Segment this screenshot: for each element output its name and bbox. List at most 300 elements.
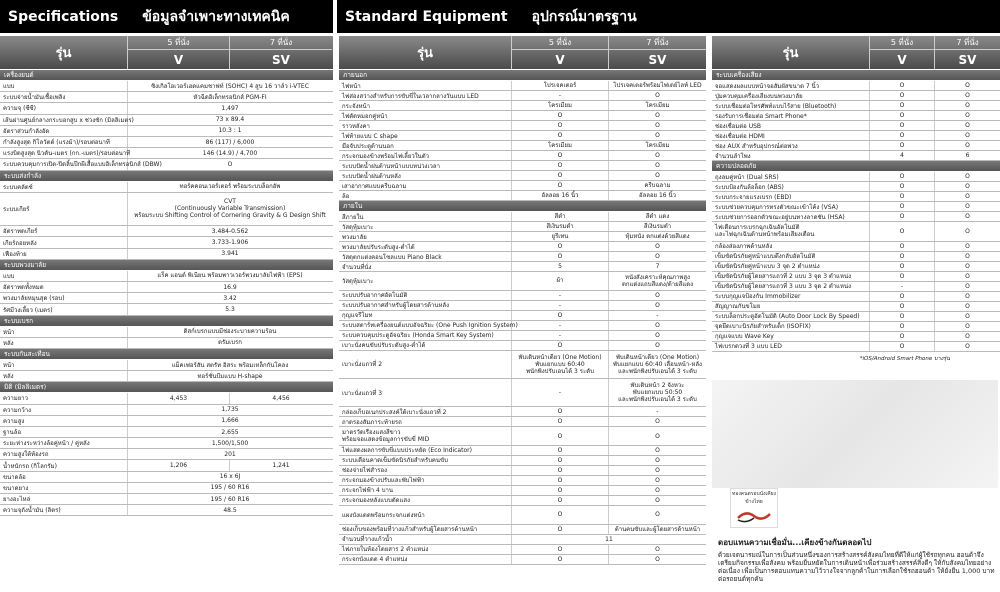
background-texture: [712, 380, 998, 488]
row-value-sv: O: [655, 162, 660, 169]
row-label: เส้นผ่านศูนย์กลางกระบอกสูบ x ช่วงชัก (มิลลิเมตร): [0, 115, 128, 125]
row-label: รองรับการเชื่อมต่อ Smart Phone*: [712, 111, 870, 120]
row-label: เบาะนั่งแถวที่ 2: [339, 351, 512, 378]
row-label: แรงบิดสูงสุด นิวตัน-เมตร (กก.-เมตร)/รอบต่อนาที: [0, 148, 128, 158]
row-label: แผงบังแดดพร้อมกระจกแต่งหน้า: [339, 506, 512, 524]
table-row: [712, 141, 1000, 151]
row-label: เบาะนั่งแถวที่ 3: [339, 379, 512, 406]
row-value-both: ทอร์คคอนเวอร์เตอร์ พร้อมระบบล็อกอัพ: [179, 183, 281, 191]
row-value-v: O: [512, 446, 609, 455]
row-label: ระบบปัดน้ำฝนด้านหน้าแบบหน่วงเวลา: [339, 161, 512, 170]
table-row: [712, 342, 1000, 352]
row-value-v: O: [870, 91, 935, 100]
table-row: [339, 81, 706, 91]
row-label: ระบบสตาร์ทเครื่องยนต์แบบอัจฉริยะ (One Push Ignition System): [339, 321, 512, 330]
row-label: จุดยึดเบาะนิรภัยสำหรับเด็ก (ISOFIX): [712, 322, 870, 331]
row-value-v: O: [512, 466, 609, 475]
row-label: วัสดุหุ้มเบาะ: [339, 222, 512, 231]
table-row: [712, 312, 1000, 322]
row-value-sv: O: [655, 92, 660, 99]
row-value-v: โครเมียม: [512, 101, 609, 110]
row-value-sv: O: [965, 173, 970, 180]
row-label: เข็มขัดนิรภัยผู้โดยสารแถวที่ 2 แบบ 3 จุด 3 ตำแหน่ง: [712, 272, 870, 281]
row-value-sv: โครเมียม: [645, 102, 670, 109]
table-row: [0, 92, 333, 103]
row-value-sv: O: [965, 332, 970, 340]
table-row: [339, 161, 706, 171]
row-value-v: O: [870, 262, 935, 271]
table-row: [0, 237, 333, 248]
row-label: เฟืองท้าย: [0, 249, 128, 259]
row-value-sv: O: [965, 227, 970, 235]
row-label: ถุงลมคู่หน้า (Dual SRS): [712, 172, 870, 181]
row-value-both: ดรัมเบรก: [218, 339, 242, 347]
table-row: [339, 427, 706, 446]
row-value-sv: 7: [655, 263, 660, 270]
row-label: แบบ: [0, 271, 128, 281]
row-label: กระจังหน้า: [339, 101, 512, 110]
row-label: รัศมีวงเลี้ยว (เมตร): [0, 304, 128, 314]
row-value-v: O: [512, 525, 609, 534]
row-value-v: O: [512, 171, 609, 180]
table-row: [0, 460, 333, 471]
table-row: [339, 506, 706, 525]
table-row: [0, 472, 333, 483]
table-row: [0, 327, 333, 338]
row-value-v: O: [870, 252, 935, 261]
row-label: พวงมาลัย: [339, 232, 512, 241]
row-value-v: O: [870, 141, 935, 150]
row-label: หลัง: [0, 371, 128, 381]
row-value-sv: O: [965, 112, 970, 119]
row-value-sv: O: [655, 253, 660, 260]
table-row: [339, 341, 706, 351]
row-label: ระบบเชื่อมต่อโทรศัพท์แบบไร้สาย (Bluetooth): [712, 101, 870, 110]
row-value-both: 5.3: [225, 306, 235, 313]
row-label: ช่องเชื่อมต่อ HDMI: [712, 131, 870, 140]
row-label: เกียร์ถอยหลัง: [0, 237, 128, 247]
row-value-both: 1,497: [221, 104, 239, 112]
model-sv: [935, 36, 1000, 69]
row-value-sv: O: [655, 172, 660, 179]
row-value-v: O: [870, 192, 935, 201]
row-value-sv: O: [655, 511, 660, 519]
row-label: สีภายใน: [339, 212, 512, 221]
row-value-both: 86 (117) / 6,000: [205, 138, 255, 146]
row-value-both: 1,735: [221, 406, 239, 414]
table-row: [0, 360, 333, 371]
row-value-sv: O: [965, 302, 970, 310]
model-v-seats: 5 ที่นั่ง: [128, 36, 229, 50]
equipment-table-left: [339, 36, 706, 592]
row-value-sv: -: [656, 408, 659, 416]
table-row: [712, 332, 1000, 342]
row-label: สัญญาณกันขโมย: [712, 302, 870, 311]
row-value-both: 1,666: [221, 417, 239, 425]
section-header: ระบบเบรก: [0, 316, 333, 327]
row-value-both: 3.733-1.906: [211, 239, 249, 247]
row-value-both: 73 x 89.4: [215, 116, 245, 124]
row-label: แบบ: [0, 81, 128, 91]
row-label: ระบบจ่ายน้ำมันเชื้อเพลิง: [0, 92, 128, 102]
model-v-name: V: [897, 52, 907, 67]
table-row: [339, 181, 706, 191]
row-value-v: O: [870, 272, 935, 281]
row-value-both: 11: [605, 535, 613, 543]
row-label: จำนวนที่วางแก้วน้ำ: [339, 535, 512, 544]
row-label: ความสูงใต้ท้องรถ: [0, 449, 128, 459]
table-row: [0, 148, 333, 159]
row-value-v: O: [512, 242, 609, 251]
row-value-v: O: [512, 417, 609, 426]
row-label: หน้า: [0, 327, 128, 337]
model-v-name: V: [173, 52, 184, 67]
row-value-v: O: [512, 496, 609, 505]
model-v-seats: 5 ที่นั่ง: [870, 36, 934, 50]
row-value-v: O: [870, 81, 935, 90]
row-value-v: O: [512, 121, 609, 130]
row-label: กุญแจรีโมท: [339, 311, 512, 320]
table-row: [339, 101, 706, 111]
row-value-v: O: [512, 311, 609, 320]
table-row: [339, 262, 706, 272]
row-value-v: โปรเจคเตอร์: [512, 81, 609, 90]
table-row: [339, 141, 706, 151]
row-label: กล่องเก็บอเนกประสงค์ใต้เบาะนั่งแถวที่ 2: [339, 407, 512, 416]
row-label: ระบบช่วยควบคุมการทรงตัวขณะเข้าโค้ง (VSA): [712, 202, 870, 211]
table-row: [339, 476, 706, 486]
table-row: [712, 222, 1000, 242]
row-value-both: แม็คเฟอร์สัน สตรัท อิสระ พร้อมเหล็กกันโคลง: [171, 361, 289, 369]
table-row: [339, 417, 706, 427]
row-value-v: อัลลอย 16 นิ้ว: [512, 191, 609, 200]
row-label: ยางอะไหล่: [0, 494, 128, 504]
row-value-sv: โปรเจคเตอร์พร้อมไฟเดย์ไลท์ LED: [613, 82, 702, 89]
model-label: รุ่น: [712, 36, 870, 69]
row-label: ระบบป้องกันล้อล็อก (ABS): [712, 182, 870, 191]
row-value-both: 48.5: [223, 506, 237, 514]
row-value-sv: O: [655, 555, 660, 563]
row-value-v: O: [870, 312, 935, 321]
row-label: ระบบช่วยการออกตัวขณะอยู่บนทางลาดชัน (HSA): [712, 212, 870, 221]
row-value-v: 4: [870, 151, 935, 160]
row-value-both: 3.941: [221, 250, 239, 258]
table-row: [712, 81, 1000, 91]
row-label: ไฟตัดหมอกคู่หน้า: [339, 111, 512, 120]
spec-title-th: ข้อมูลจำเพาะทางเทคนิค: [142, 8, 290, 25]
table-row: [712, 282, 1000, 292]
model-label: รุ่น: [0, 36, 128, 69]
row-value-sv: O: [965, 292, 970, 300]
row-value-sv: O: [655, 432, 660, 440]
table-row: [339, 545, 706, 555]
row-value-v: O: [512, 545, 609, 554]
row-label: ไฟเตือนการเบรกฉุกเฉินอัตโนมัติ และไฟฉุกเฉินด้านหน้าพร้อมเสียงเตือน: [712, 222, 870, 241]
row-label: ระบบคลัตช์: [0, 182, 128, 192]
row-value-both: 3.42: [223, 294, 237, 302]
row-value-v: O: [512, 486, 609, 495]
table-row: [0, 338, 333, 349]
logo-caption: ทองคนตรอบนั่งเคียงข้างไทย: [732, 491, 776, 505]
row-value-both: 201: [224, 450, 236, 458]
row-label: เบาะนั่งคนขับปรับระดับสูง-ต่ำได้: [339, 341, 512, 350]
row-value-v: O: [512, 476, 609, 485]
row-label: ระบบเตือนคาดเข็มขัดนิรภัยสำหรับคนขับ: [339, 456, 512, 465]
row-label: ช่องเชื่อมต่อ USB: [712, 121, 870, 130]
table-row: [339, 407, 706, 417]
row-value-both: ทอร์ชั่นบีมแบบ H-shape: [197, 372, 263, 380]
table-row: [712, 101, 1000, 111]
row-value-v: O: [512, 506, 609, 524]
table-row: [339, 456, 706, 466]
row-value-v: O: [512, 181, 609, 190]
row-value-sv: O: [965, 193, 970, 200]
row-label: กำลังสูงสุด กิโลวัตต์ (แรงม้า)/รอบต่อนาที: [0, 137, 128, 147]
row-label: กุญแจแบบ Wave Key: [712, 332, 870, 341]
row-label: น้ำหนักรถ (กิโลกรัม): [0, 460, 128, 470]
row-value-both: 16.9: [223, 283, 237, 291]
row-value-sv: O: [965, 82, 970, 89]
table-row: [712, 242, 1000, 252]
row-value-v: -: [512, 331, 609, 340]
table-row: [339, 351, 706, 379]
table-row: [339, 212, 706, 222]
row-label: มาตรวัดเรืองแสงสีขาว พร้อมจอแสดงข้อมูลการขับขี่ MID: [339, 427, 512, 445]
row-label: กระจกมองข้างพร้อมไฟเลี้ยวในตัว: [339, 151, 512, 160]
row-label: วัสดุตกแต่งคอนโซลแบบ Piano Black: [339, 252, 512, 261]
row-label: ช่อง AUX สำหรับอุปกรณ์ต่อพ่วง: [712, 141, 870, 150]
row-value-sv: สีดำ แดง: [645, 213, 670, 220]
model-sv-seats: 7 ที่นั่ง: [609, 36, 706, 50]
row-label: ปุ่มควบคุมเครื่องเสียงบนพวงมาลัย: [712, 91, 870, 100]
row-value-sv: O: [655, 476, 660, 484]
row-value-both: O: [227, 160, 233, 168]
row-value-v: ผ้า: [512, 272, 609, 290]
row-value-both: CVT (Continuously Variable Transmission) พร้อมระบบ Shifting Control of Cornering Gravity & G Design Shift: [134, 198, 326, 220]
table-row: [0, 483, 333, 494]
table-row: [339, 111, 706, 121]
row-label: อัตราส่วนกำลังอัด: [0, 126, 128, 136]
row-value-sv: O: [655, 122, 660, 129]
table-row: [339, 466, 706, 476]
row-value-sv: 1,241: [272, 462, 290, 470]
row-value-both: 2,655: [221, 428, 239, 436]
equipment-table-right: [712, 36, 1000, 380]
table-row: [0, 226, 333, 237]
table-row: [339, 496, 706, 506]
equipment-title-th: อุปกรณ์มาตรฐาน: [531, 8, 637, 25]
model-header: [339, 36, 706, 70]
section-header: ระบบส่งกำลัง: [0, 171, 333, 182]
row-value-sv: O: [655, 446, 660, 454]
table-row: [0, 438, 333, 449]
row-value-v: O: [870, 322, 935, 331]
row-label: ไฟหน้า: [339, 81, 512, 90]
row-value-both: ซิงเกิลโอเวอร์เฮดแคมชาฟท์ (SOHC) 4 สูบ 16 วาล์ว i-VTEC: [151, 82, 309, 90]
table-row: [339, 91, 706, 101]
table-row: [339, 525, 706, 535]
section-header: ภายใน: [339, 201, 706, 212]
table-row: [712, 202, 1000, 212]
table-row: [0, 137, 333, 148]
table-row: [0, 182, 333, 193]
row-value-both: 195 / 60 R16: [210, 495, 250, 503]
model-sv-name: SV: [272, 52, 290, 67]
row-value-v: -: [870, 282, 935, 291]
row-label: อัตราทดเกียร์: [0, 226, 128, 236]
row-label: พวงมาลัยปรับระดับสูง-ต่ำได้: [339, 242, 512, 251]
row-value-v: O: [512, 131, 609, 140]
row-value-v: O: [512, 456, 609, 465]
table-row: [0, 81, 333, 92]
table-row: [339, 242, 706, 252]
row-value-sv: O: [965, 262, 970, 270]
row-label: หลัง: [0, 338, 128, 348]
row-label: ความกว้าง: [0, 405, 128, 415]
row-value-sv: O: [655, 486, 660, 494]
row-value-sv: 4,456: [272, 394, 290, 402]
row-label: ฐานล้อ: [0, 427, 128, 437]
row-label: ล้อ: [339, 191, 512, 200]
row-value-v: O: [870, 172, 935, 181]
model-sv: [230, 36, 332, 69]
table-row: [0, 126, 333, 137]
table-row: [339, 151, 706, 161]
footnote: *iOS/Android Smart Phone บางรุ่น: [859, 355, 950, 362]
table-row: [0, 494, 333, 505]
row-value-v: O: [870, 292, 935, 301]
row-label: ความสูง: [0, 416, 128, 426]
row-value-v: O: [870, 342, 935, 351]
table-row: [339, 121, 706, 131]
community-banner: [712, 488, 998, 592]
row-label: ระยะห่างระหว่างล้อคู่หน้า / คู่หลัง: [0, 438, 128, 448]
table-row: [339, 222, 706, 232]
row-value-sv: หนังสังเคราะห์คุณภาพสูง ตกแต่งแถบสีแดง/ด้ายสีแดง: [621, 273, 694, 288]
spec-table: [0, 36, 333, 592]
row-label: จำนวนที่นั่ง: [339, 262, 512, 271]
row-value-sv: O: [655, 545, 660, 553]
model-v: [512, 36, 609, 69]
row-value-sv: O: [965, 213, 970, 220]
model-v: [870, 36, 935, 69]
model-v-name: V: [555, 52, 565, 67]
row-value-v: O: [870, 202, 935, 211]
row-value-v: 5: [512, 262, 609, 271]
row-label: ช่องเก็บของพร้อมที่วางแก้วสำหรับผู้โดยสารด้านหน้า: [339, 525, 512, 534]
row-label: ระบบปัดน้ำฝนด้านหลัง: [339, 171, 512, 180]
row-label: ขนาดยาง: [0, 483, 128, 493]
table-row: [339, 291, 706, 301]
row-label: ความจุถังน้ำมัน (ลิตร): [0, 505, 128, 515]
model-v: [128, 36, 230, 69]
model-v-seats: 5 ที่นั่ง: [512, 36, 608, 50]
row-value-v: O: [512, 111, 609, 120]
table-row: [339, 535, 706, 545]
row-value-sv: ด้านคนขับและผู้โดยสารด้านหน้า: [614, 525, 701, 533]
row-label: ระบบควบคุมการเปิด-ปิดลิ้นปีกผีเสื้อแบบอิเล็กทรอนิกส์ (DBW): [0, 159, 128, 169]
table-row: [712, 212, 1000, 222]
table-row: [0, 159, 333, 170]
row-value-sv: สีเงินรมดำ: [643, 223, 672, 230]
section-header: ความปลอดภัย: [712, 161, 1000, 172]
row-label: จอแสดงผลแบบหน้าจอสัมผัสขนาด 7 นิ้ว: [712, 81, 870, 90]
banner-body: ด้วยเจตนารมณ์ในการเป็นส่วนหนึ่งของการสร้างสรรค์สังคมไทยที่ดีให้แก่ผู้ใช้รถทุกคน ฮอนด้าจึงเตรียมกิจกรรมเพื่อสังคม พร้อมยืนหยัดในการเดินหน้าเพื่อร่วมสร้างสรรค์สิ่งดีๆ ให้กับสังคมไทยอย่างต่อเนื่อง เพื่อเป็นการตอบแทนความไว้วางใจจากลูกค้าในการเลือกใช้รถฮอนด้า ให้ยั่งยืน 1,000 บาทต่อรถยนต์ทุกคัน: [718, 551, 995, 583]
row-value-sv: O: [965, 282, 970, 290]
row-value-sv: O: [965, 183, 970, 190]
table-row: [0, 393, 333, 404]
table-row: [712, 192, 1000, 202]
row-value-sv: O: [965, 342, 970, 350]
table-row: [339, 331, 706, 341]
table-row: [339, 131, 706, 141]
row-value-sv: O: [965, 132, 970, 139]
table-row: [339, 252, 706, 262]
row-value-sv: O: [965, 252, 970, 260]
row-value-sv: O: [655, 132, 660, 139]
model-sv-name: SV: [648, 52, 667, 67]
row-value-v: O: [870, 332, 935, 341]
table-row: [712, 322, 1000, 332]
row-label: กระจกไฟฟ้า 4 บาน: [339, 486, 512, 495]
table-row: [0, 249, 333, 260]
row-value-sv: O: [965, 122, 970, 129]
row-label: พวงมาลัยหมุนสุด (รอบ): [0, 293, 128, 303]
row-label: กล้องส่องภาพด้านหลัง: [712, 242, 870, 251]
row-label: ไฟภายในห้องโดยสาร 2 ตำแหน่ง: [339, 545, 512, 554]
spec-title-en: Specifications: [8, 8, 119, 25]
section-header: ระบบเครื่องเสียง: [712, 70, 1000, 81]
table-row: [0, 371, 333, 382]
table-row: [339, 272, 706, 291]
row-value-sv: O: [655, 466, 660, 474]
table-row: [712, 262, 1000, 272]
table-row: [712, 252, 1000, 262]
row-value-v: O: [870, 101, 935, 110]
table-row: [0, 449, 333, 460]
model-sv: [609, 36, 706, 69]
row-label: ช่องจ่ายไฟสำรอง: [339, 466, 512, 475]
row-value-sv: O: [655, 496, 660, 504]
table-row: [712, 172, 1000, 182]
row-label: ไฟส่องสว่างสำหรับการขับขี่ในเวลากลางวันแบบ LED: [339, 91, 512, 100]
table-row: [339, 311, 706, 321]
row-value-sv: พับเดินหน้า 2 จังหวะ พับแยกแบบ 50:50 และพนักพิงปรับเอนได้ 3 ระดับ: [618, 382, 697, 404]
table-row: [712, 91, 1000, 101]
row-value-v: O: [512, 427, 609, 445]
row-value-sv: 6: [965, 152, 970, 159]
table-row: [712, 121, 1000, 131]
row-value-sv: O: [965, 142, 970, 149]
row-value-v: O: [870, 111, 935, 120]
row-value-sv: O: [655, 321, 660, 329]
model-header: [712, 36, 1000, 70]
table-row: [712, 111, 1000, 121]
row-value-sv: O: [655, 331, 660, 339]
row-value-v: พับเดินหน้าเดียว (One Motion) พับแยกแบบ 60:40 พนักพิงปรับเอนได้ 3 ระดับ: [512, 351, 609, 378]
row-label: กระจกมองข้างปรับและพับไฟฟ้า: [339, 476, 512, 485]
row-label: หน้า: [0, 360, 128, 370]
row-value-v: O: [870, 131, 935, 140]
row-label: ระบบล็อกประตูอัตโนมัติ (Auto Door Lock By Speed): [712, 312, 870, 321]
table-row: [0, 293, 333, 304]
row-value-sv: O: [965, 322, 970, 330]
row-value-v: สีเงินรมดำ: [512, 222, 609, 231]
table-row: [0, 505, 333, 516]
row-value-sv: O: [655, 341, 660, 349]
row-label: ขนาดล้อ: [0, 472, 128, 482]
table-row: [339, 379, 706, 407]
